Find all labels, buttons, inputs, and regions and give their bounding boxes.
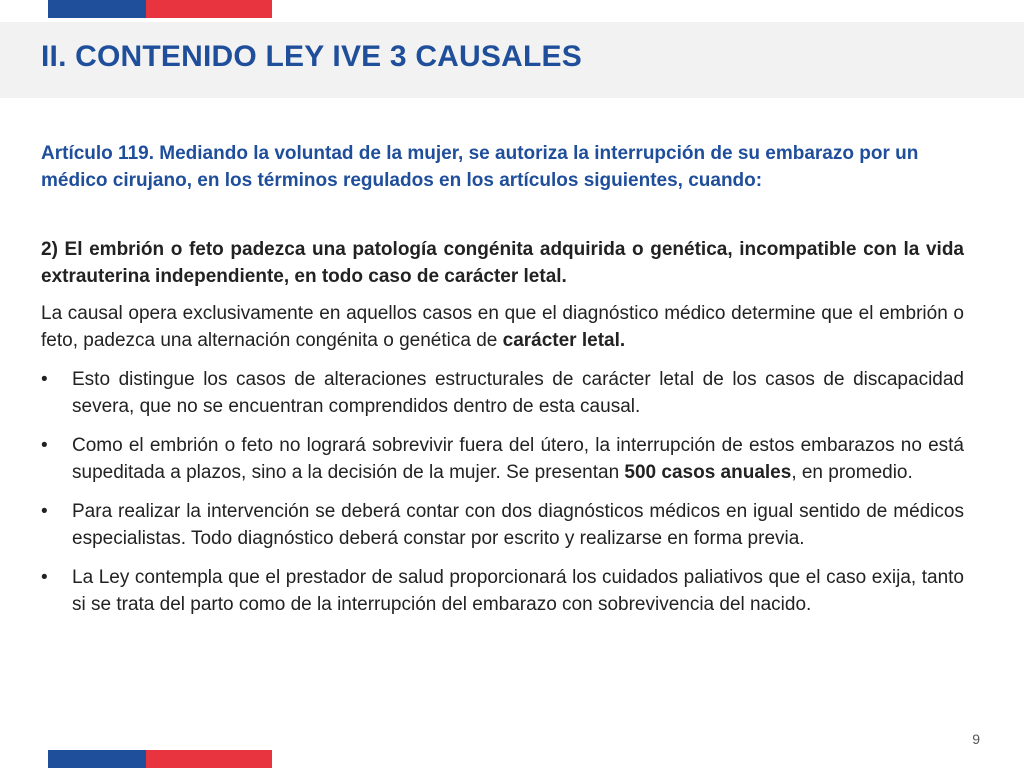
- bullet-item: [41, 432, 964, 486]
- bullet-text: Como el embrión o feto no logrará sobrevivir fuera del útero, la interrupción de estos embarazos no está supeditada a plazos, sino a la decisión de la mujer. Se presentan: [72, 435, 964, 483]
- bullet-text: Esto distingue los casos de alteraciones estructurales de carácter letal de los casos de discapacidad severa, que no se encuentran comprendidos dentro de esta causal.: [72, 369, 964, 417]
- flag-stripe-red-top: [146, 0, 272, 18]
- bullet-item: [41, 366, 964, 420]
- bullet-text-after: , en promedio.: [791, 462, 913, 483]
- slide-title: II. CONTENIDO LEY IVE 3 CAUSALES: [41, 40, 582, 73]
- article-intro: Artículo 119. Mediando la voluntad de la mujer, se autoriza la interrupción de su embarazo por un médico cirujano, en los términos regulados en los artículos siguientes, cuando:: [41, 143, 919, 191]
- bullet-dot: •: [41, 567, 48, 588]
- flag-stripe-blue-top: [48, 0, 146, 18]
- bullet-dot: •: [41, 501, 48, 522]
- causal-explanation-text: La causal opera exclusivamente en aquellos casos en que el diagnóstico médico determine que el embrión o feto, padezca una alternación congénita o genética de: [41, 303, 964, 351]
- slide-content: [41, 236, 964, 630]
- causal-explanation: [41, 300, 964, 354]
- flag-stripe-blue-bottom: [48, 750, 146, 768]
- bullet-dot: •: [41, 435, 48, 456]
- flag-stripe-red-bottom: [146, 750, 272, 768]
- bullet-bold: 500 casos anuales: [624, 462, 792, 483]
- bullet-item: [41, 498, 964, 552]
- bullet-dot: •: [41, 369, 48, 390]
- page-number: 9: [972, 731, 980, 747]
- bullet-text: La Ley contempla que el prestador de salud proporcionará los cuidados paliativos que el caso exija, tanto si se trata del parto como de la interrupción del embarazo con sobrevivencia del nacido.: [72, 567, 964, 615]
- causal-heading: 2) El embrión o feto padezca una patología congénita adquirida o genética, incompatible con la vida extrauterina independiente, en todo caso de carácter letal.: [41, 239, 964, 287]
- causal-explanation-bold: carácter letal.: [502, 330, 626, 351]
- bullet-text: Para realizar la intervención se deberá contar con dos diagnósticos médicos en igual sentido de médicos especialistas. Todo diagnóstico deberá constar por escrito y realizarse en forma previa.: [72, 501, 964, 549]
- bullet-list: [41, 366, 964, 618]
- bullet-item: [41, 564, 964, 618]
